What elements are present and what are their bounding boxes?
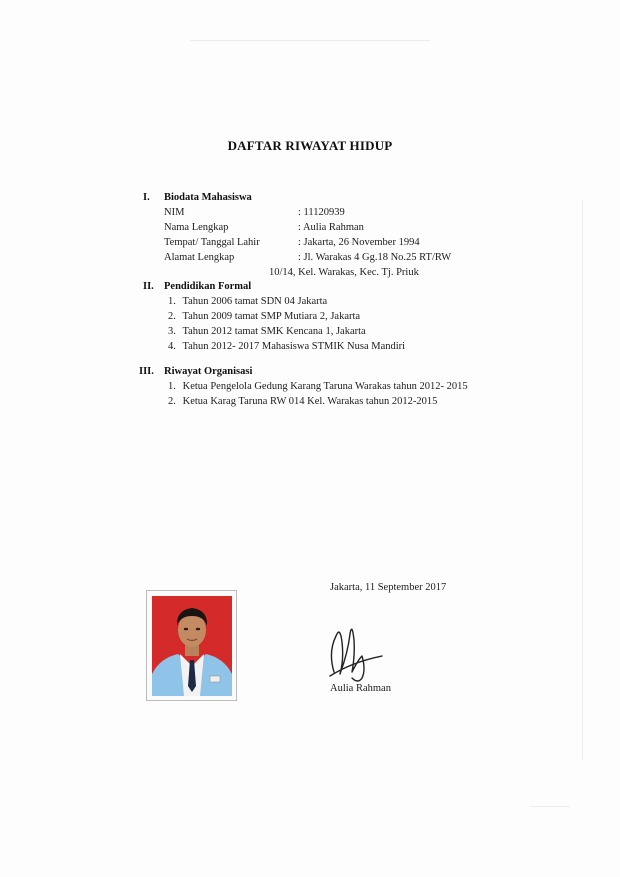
- list-item-number: 2.: [168, 396, 176, 407]
- scan-edge-bottom: [530, 806, 570, 807]
- list-item-text: Tahun 2012 tamat SMK Kencana 1, Jakarta: [182, 326, 366, 337]
- field-label-nim: NIM: [164, 207, 185, 218]
- signature-place-date: Jakarta, 11 September 2017: [330, 582, 447, 593]
- field-value-birth: : Jakarta, 26 November 1994: [298, 237, 420, 248]
- list-item-text: Ketua Pengelola Gedung Karang Taruna Warakas tahun 2012- 2015: [182, 381, 468, 392]
- list-item-number: 2.: [168, 311, 176, 322]
- list-item: [168, 326, 366, 337]
- section-title-biodata: Biodata Mahasiswa: [164, 192, 252, 203]
- list-item: [168, 381, 468, 392]
- list-item-text: Tahun 2012- 2017 Mahasiswa STMIK Nusa Mandiri: [182, 341, 406, 352]
- field-value-address-continuation: 10/14, Kel. Warakas, Kec. Tj. Priuk: [269, 267, 419, 278]
- list-item-number: 3.: [168, 326, 176, 337]
- section-number: II.: [143, 281, 154, 292]
- section-number: I.: [143, 192, 150, 203]
- list-item: [168, 296, 327, 307]
- field-value-nim: : 11120939: [298, 207, 345, 218]
- applicant-photo: [152, 596, 232, 696]
- field-label-birth: Tempat/ Tanggal Lahir: [164, 237, 260, 248]
- list-item: [168, 341, 405, 352]
- scan-edge-top: [190, 40, 430, 41]
- portrait-image: [152, 596, 232, 696]
- handwritten-signature: [322, 612, 392, 692]
- list-item-text: Tahun 2006 tamat SDN 04 Jakarta: [182, 296, 328, 307]
- list-item-number: 4.: [168, 341, 176, 352]
- field-label-address: Alamat Lengkap: [164, 252, 235, 263]
- section-title-organisasi: Riwayat Organisasi: [164, 366, 253, 377]
- section-title-pendidikan: Pendidikan Formal: [164, 281, 252, 292]
- list-item: [168, 396, 437, 407]
- list-item-number: 1.: [168, 296, 176, 307]
- section-number: III.: [139, 366, 154, 377]
- signature-name: Aulia Rahman: [330, 683, 391, 694]
- list-item-text: Tahun 2009 tamat SMP Mutiara 2, Jakarta: [182, 311, 361, 322]
- field-value-name: : Aulia Rahman: [298, 222, 364, 233]
- document-title: DAFTAR RIWAYAT HIDUP: [227, 138, 393, 153]
- field-value-address: : Jl. Warakas 4 Gg.18 No.25 RT/RW: [298, 252, 452, 263]
- list-item-number: 1.: [168, 381, 176, 392]
- list-item-text: Ketua Karag Taruna RW 014 Kel. Warakas tahun 2012-2015: [182, 396, 438, 407]
- list-item: [168, 311, 360, 322]
- field-label-name: Nama Lengkap: [164, 222, 229, 233]
- scan-edge-right: [582, 200, 583, 760]
